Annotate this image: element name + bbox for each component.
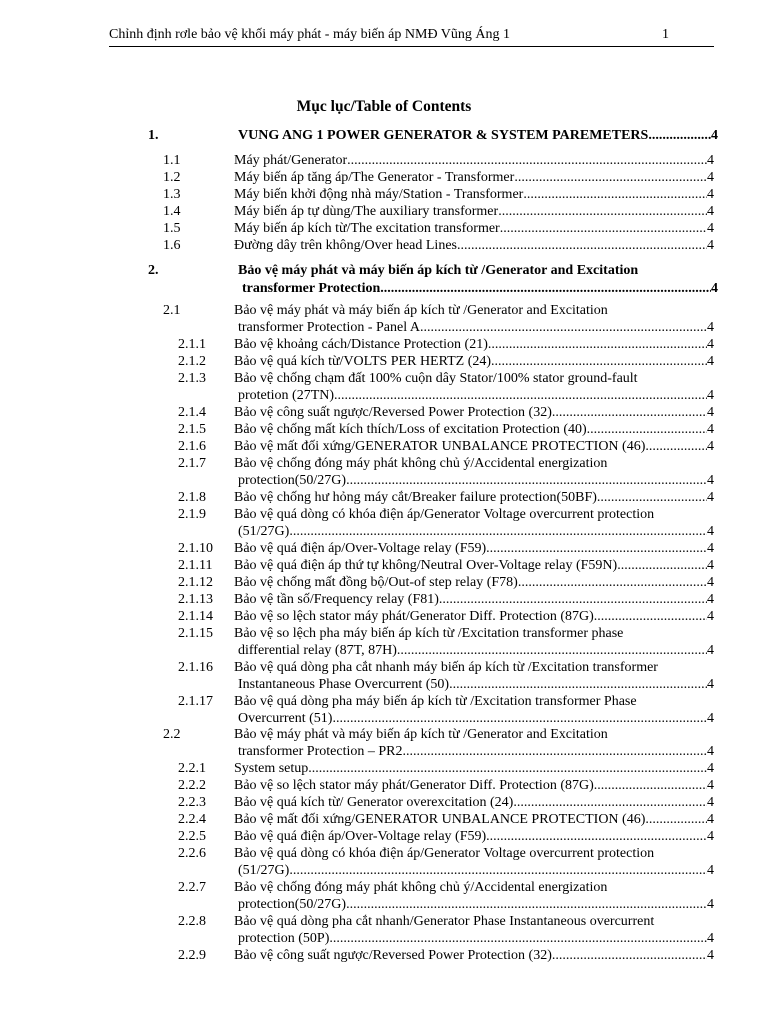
toc-entry-number: 1.1 bbox=[163, 153, 181, 168]
dot-leader bbox=[498, 203, 707, 220]
toc-entry-label: Bảo vệ quá điện áp/Over-Voltage relay (F59) bbox=[234, 829, 487, 844]
toc-entry-label: transformer Protection - Panel A. bbox=[238, 320, 424, 335]
dot-leader bbox=[617, 557, 707, 574]
toc-entry-page: 4 bbox=[707, 541, 714, 556]
toc-entry-number: 2.1.15 bbox=[178, 626, 213, 641]
toc-entry-number: 1.4 bbox=[163, 204, 181, 219]
toc-entry-page: 4 bbox=[707, 153, 714, 168]
toc-entry-number: 2.2.6 bbox=[178, 846, 206, 861]
toc-entry-number: 2.1.1 bbox=[178, 337, 206, 352]
toc-entry-page: 4 bbox=[707, 354, 714, 369]
header-title: Chỉnh định rơle bảo vệ khối máy phát - máy biến áp NMĐ Vũng Áng 1 bbox=[109, 27, 511, 42]
toc-entry-text bbox=[234, 557, 714, 574]
dot-leader bbox=[329, 930, 707, 947]
toc-entry-text bbox=[234, 237, 714, 254]
toc-entry-label: Bảo vệ quá dòng pha cắt nhanh máy biến áp kích từ /Excitation transformer bbox=[234, 660, 658, 675]
toc-entry-label: Bảo vệ khoảng cách/Distance Protection (21) bbox=[234, 337, 488, 352]
toc-entry-text bbox=[234, 726, 714, 760]
dot-leader bbox=[552, 404, 707, 421]
toc-entry-page: 4 bbox=[707, 761, 714, 776]
toc-entry-number: 2.2.8 bbox=[178, 914, 206, 929]
dot-leader bbox=[552, 947, 707, 964]
dot-leader bbox=[523, 186, 707, 203]
toc-entry-number: 2.1.2 bbox=[178, 354, 206, 369]
toc-entry-label: Máy biến áp tự dùng/The auxiliary transformer bbox=[234, 204, 499, 219]
toc-entry-text bbox=[234, 947, 714, 964]
toc-entry-label: protection(50/27G) bbox=[238, 897, 347, 912]
dot-leader bbox=[423, 319, 707, 336]
toc-entry-page: 4 bbox=[707, 238, 714, 253]
toc-entry-text bbox=[234, 152, 714, 169]
toc-entry-text bbox=[234, 421, 714, 438]
toc-entry-label: transformer Protection – PR2. bbox=[238, 744, 406, 759]
toc-entry-text bbox=[234, 203, 714, 220]
toc-entry-label: protetion (27TN) bbox=[238, 388, 335, 403]
toc-entry-text bbox=[238, 127, 718, 145]
toc-entry-text bbox=[234, 169, 714, 186]
toc-entry-label: Bảo vệ máy phát và máy biến áp kích từ /Generator and Excitation bbox=[234, 303, 608, 318]
dot-leader bbox=[513, 794, 707, 811]
toc-entry-label: Instantaneous Phase Overcurrent (50) bbox=[238, 677, 450, 692]
toc-entry-number: 1. bbox=[148, 128, 159, 143]
toc-entry-label: Máy biến áp tăng áp/The Generator - Transformer bbox=[234, 170, 515, 185]
toc-entry-page: 4 bbox=[711, 281, 718, 296]
toc-entry-text bbox=[234, 302, 714, 336]
toc-entry-page: 4 bbox=[707, 931, 714, 946]
toc-entry-text bbox=[234, 913, 714, 947]
toc-entry-label: Bảo vệ so lệch stator máy phát/Generator Diff. Protection (87G) bbox=[234, 609, 594, 624]
toc-entry-number: 1.6 bbox=[163, 238, 181, 253]
toc-entry-page: 4 bbox=[707, 473, 714, 488]
toc-entry-label: Bảo vệ quá dòng pha cắt nhanh/Generator Phase Instantaneous overcurrent bbox=[234, 914, 655, 929]
toc-entry-label: Bảo vệ so lệch stator máy phát/Generator Diff. Protection (87G) bbox=[234, 778, 594, 793]
toc-entry-label: protection(50/27G) bbox=[238, 473, 347, 488]
toc-entry-page: 4 bbox=[707, 778, 714, 793]
toc-entry-text bbox=[234, 794, 714, 811]
toc-entry-label: Máy biến áp kích từ/The excitation transformer bbox=[234, 221, 500, 236]
dot-leader bbox=[518, 574, 707, 591]
toc-entry-text bbox=[234, 811, 714, 828]
dot-leader bbox=[491, 353, 707, 370]
toc-entry-text bbox=[234, 625, 714, 659]
toc-entry-page: 4 bbox=[707, 204, 714, 219]
toc-entry-text bbox=[234, 760, 714, 777]
toc-entry-page: 4 bbox=[707, 337, 714, 352]
dot-leader bbox=[587, 421, 707, 438]
toc-entry-page: 4 bbox=[707, 643, 714, 658]
toc-entry-label: Đường dây trên không/Over head Lines bbox=[234, 238, 457, 253]
toc-entry-text bbox=[234, 455, 714, 489]
toc-entry-page: 4 bbox=[707, 221, 714, 236]
toc-entry-label: Bảo vệ máy phát và máy biến áp kích từ /Generator and Excitation bbox=[234, 727, 608, 742]
dot-leader bbox=[289, 862, 707, 879]
toc-entry-number: 2.1.3 bbox=[178, 371, 206, 386]
toc-entry-number: 2.1.12 bbox=[178, 575, 213, 590]
toc-entry-label: Bảo vệ quá dòng có khóa điện áp/Generator Voltage overcurrent protection bbox=[234, 846, 655, 861]
toc-entry-page: 4 bbox=[707, 948, 714, 963]
toc-entry-page: 4 bbox=[707, 592, 714, 607]
toc-entry-label: Bảo vệ chống chạm đất 100% cuộn dây Stator/100% stator ground-fault bbox=[234, 371, 638, 386]
toc-entry-label: System setup bbox=[234, 761, 309, 776]
toc-entry-text bbox=[234, 591, 714, 608]
toc-entry-page: 4 bbox=[707, 388, 714, 403]
toc-entry-number: 1.2 bbox=[163, 170, 181, 185]
dot-leader bbox=[486, 828, 707, 845]
toc-entry-text bbox=[234, 608, 714, 625]
toc-entry-text bbox=[234, 489, 714, 506]
toc-entry-label: Bảo vệ chống mất đồng bộ/Out-of step relay (F78) bbox=[234, 575, 518, 590]
dot-leader bbox=[439, 591, 707, 608]
toc-entry-number: 2.2.1 bbox=[178, 761, 206, 776]
toc-entry-number: 2.1.11 bbox=[178, 558, 213, 573]
toc-entry-label: Bảo vệ máy phát và máy biến áp kích từ /Generator and Excitation bbox=[238, 263, 639, 278]
toc-entry-number: 2.1.7 bbox=[178, 456, 206, 471]
toc-entry-label: VUNG ANG 1 POWER GENERATOR & SYSTEM PAREMETERS bbox=[238, 128, 649, 143]
toc-entry-label: Bảo vệ so lệch pha máy biến áp kích từ /Excitation transformer phase bbox=[234, 626, 624, 641]
toc-entry-label: Bảo vệ công suất ngược/Reversed Power Protection (32) bbox=[234, 948, 552, 963]
toc-entry-text bbox=[234, 370, 714, 404]
dot-leader bbox=[597, 489, 707, 506]
toc-entry-text bbox=[234, 336, 714, 353]
dot-leader bbox=[308, 760, 707, 777]
toc-entry-text bbox=[234, 353, 714, 370]
header-page-number: 1 bbox=[662, 27, 669, 42]
toc-entry-label: Bảo vệ quá điện áp thứ tự không/Neutral Over-Voltage relay (F59N) bbox=[234, 558, 618, 573]
toc-entry-page: 4 bbox=[707, 405, 714, 420]
dot-leader bbox=[346, 896, 707, 913]
dot-leader bbox=[289, 523, 707, 540]
toc-entry-page: 4 bbox=[707, 490, 714, 505]
toc-entry-text bbox=[234, 659, 714, 693]
toc-entry-number: 2.2.3 bbox=[178, 795, 206, 810]
dot-leader bbox=[645, 438, 707, 455]
dot-leader bbox=[648, 127, 711, 145]
toc-entry-text bbox=[234, 693, 714, 727]
toc-entry-number: 2.1.14 bbox=[178, 609, 213, 624]
toc-entry-number: 2.2.5 bbox=[178, 829, 206, 844]
dot-leader bbox=[488, 336, 707, 353]
dot-leader bbox=[397, 642, 707, 659]
toc-entry-page: 4 bbox=[707, 170, 714, 185]
dot-leader bbox=[346, 472, 707, 489]
toc-entry-label: Bảo vệ chống đóng máy phát không chủ ý/Accidental energization bbox=[234, 880, 608, 895]
toc-entry-number: 2. bbox=[148, 263, 159, 278]
toc-entry-label: Bảo vệ công suất ngược/Reversed Power Protection (32) bbox=[234, 405, 552, 420]
toc-entry-number: 2.2 bbox=[163, 727, 181, 742]
toc-entry-page: 4 bbox=[707, 863, 714, 878]
toc-entry-text bbox=[238, 262, 718, 298]
toc-entry-page: 4 bbox=[707, 795, 714, 810]
toc-entry-number: 2.1.6 bbox=[178, 439, 206, 454]
toc-entry-page: 4 bbox=[707, 812, 714, 827]
toc-entry-page: 4 bbox=[707, 897, 714, 912]
toc-entry-label: protection (50P) bbox=[238, 931, 330, 946]
toc-entry-text bbox=[234, 828, 714, 845]
toc-entry-text bbox=[234, 404, 714, 421]
toc-entry-page: 4 bbox=[707, 711, 714, 726]
toc-entry-page: 4 bbox=[707, 677, 714, 692]
toc-entry-number: 1.3 bbox=[163, 187, 181, 202]
dot-leader bbox=[334, 387, 707, 404]
toc-entry-label: (51/27G) bbox=[238, 863, 290, 878]
dot-leader bbox=[486, 540, 707, 557]
toc-entry-page: 4 bbox=[707, 320, 714, 335]
toc-entry-text bbox=[234, 845, 714, 879]
toc-entry-page: 4 bbox=[707, 829, 714, 844]
dot-leader bbox=[384, 280, 711, 298]
toc-entry-label: Máy phát/Generator bbox=[234, 153, 348, 168]
toc-entry-page: 4 bbox=[707, 575, 714, 590]
dot-leader bbox=[449, 676, 707, 693]
toc-entry-number: 1.5 bbox=[163, 221, 181, 236]
dot-leader bbox=[500, 220, 707, 237]
toc-entry-text bbox=[234, 220, 714, 237]
toc-entry-text bbox=[234, 186, 714, 203]
toc-entry-label: Bảo vệ quá kích từ/VOLTS PER HERTZ (24) bbox=[234, 354, 492, 369]
toc-entry-text bbox=[234, 506, 714, 540]
toc-entry-label: Bảo vệ mất đối xứng/GENERATOR UNBALANCE PROTECTION (46) bbox=[234, 439, 646, 454]
dot-leader bbox=[594, 777, 707, 794]
toc-entry-number: 2.2.2 bbox=[178, 778, 206, 793]
toc-entry-number: 2.1.5 bbox=[178, 422, 206, 437]
toc-entry-number: 2.1.8 bbox=[178, 490, 206, 505]
toc-entry-label: Bảo vệ quá dòng pha máy biến áp kích từ /Excitation transformer Phase bbox=[234, 694, 637, 709]
toc-entry-number: 2.1.16 bbox=[178, 660, 213, 675]
toc-entry-number: 2.1 bbox=[163, 303, 181, 318]
toc-entry-text bbox=[234, 574, 714, 591]
toc-entry-page: 4 bbox=[707, 609, 714, 624]
toc-entry-text bbox=[234, 540, 714, 557]
toc-entry-page: 4 bbox=[707, 439, 714, 454]
toc-entry-number: 2.1.10 bbox=[178, 541, 213, 556]
toc-entry-label: Bảo vệ chống mất kích thích/Loss of excitation Protection (40) bbox=[234, 422, 587, 437]
dot-leader bbox=[645, 811, 707, 828]
toc-entry-text bbox=[234, 777, 714, 794]
toc-entry-label: Bảo vệ mất đối xứng/GENERATOR UNBALANCE PROTECTION (46) bbox=[234, 812, 646, 827]
toc-entry-page: 4 bbox=[707, 558, 714, 573]
toc-entry-number: 2.1.4 bbox=[178, 405, 206, 420]
dot-leader bbox=[347, 152, 707, 169]
toc-entry-label: (51/27G) bbox=[238, 524, 290, 539]
dot-leader bbox=[514, 169, 707, 186]
toc-entry-label: Bảo vệ quá dòng có khóa điện áp/Generator Voltage overcurrent protection bbox=[234, 507, 655, 522]
toc-entry-label: Bảo vệ chống đóng máy phát không chủ ý/Accidental energization bbox=[234, 456, 608, 471]
toc-entry-number: 2.1.13 bbox=[178, 592, 213, 607]
toc-entry-label: Bảo vệ quá điện áp/Over-Voltage relay (F59) bbox=[234, 541, 487, 556]
toc-entry-label: transformer Protection. bbox=[242, 281, 384, 296]
toc-entry-number: 2.2.4 bbox=[178, 812, 206, 827]
toc-entry-label: Overcurrent (51) bbox=[238, 711, 333, 726]
toc-entry-number: 2.2.7 bbox=[178, 880, 206, 895]
toc-entry-page: 4 bbox=[711, 128, 718, 143]
toc-entry-label: differential relay (87T, 87H) bbox=[238, 643, 397, 658]
toc-entry-number: 2.2.9 bbox=[178, 948, 206, 963]
toc-entry-page: 4 bbox=[707, 524, 714, 539]
toc-entry-page: 4 bbox=[707, 422, 714, 437]
dot-leader bbox=[332, 710, 707, 727]
toc-title: Mục lục/Table of Contents bbox=[296, 98, 472, 115]
dot-leader bbox=[457, 237, 707, 254]
toc-entry-number: 2.1.17 bbox=[178, 694, 213, 709]
toc-entry-label: Bảo vệ chống hư hỏng máy cắt/Breaker failure protection(50BF) bbox=[234, 490, 597, 505]
dot-leader bbox=[594, 608, 707, 625]
dot-leader bbox=[406, 743, 707, 760]
toc-entry-text bbox=[234, 438, 714, 455]
toc-entry-label: Bảo vệ quá kích từ/ Generator overexcitation (24) bbox=[234, 795, 514, 810]
toc-entry-page: 4 bbox=[707, 187, 714, 202]
toc-entry-number: 2.1.9 bbox=[178, 507, 206, 522]
toc-entry-label: Máy biến khởi động nhà máy/Station - Transformer bbox=[234, 187, 524, 202]
toc-entry-label: Bảo vệ tần số/Frequency relay (F81) bbox=[234, 592, 439, 607]
toc-entry-page: 4 bbox=[707, 744, 714, 759]
toc-entry-text bbox=[234, 879, 714, 913]
